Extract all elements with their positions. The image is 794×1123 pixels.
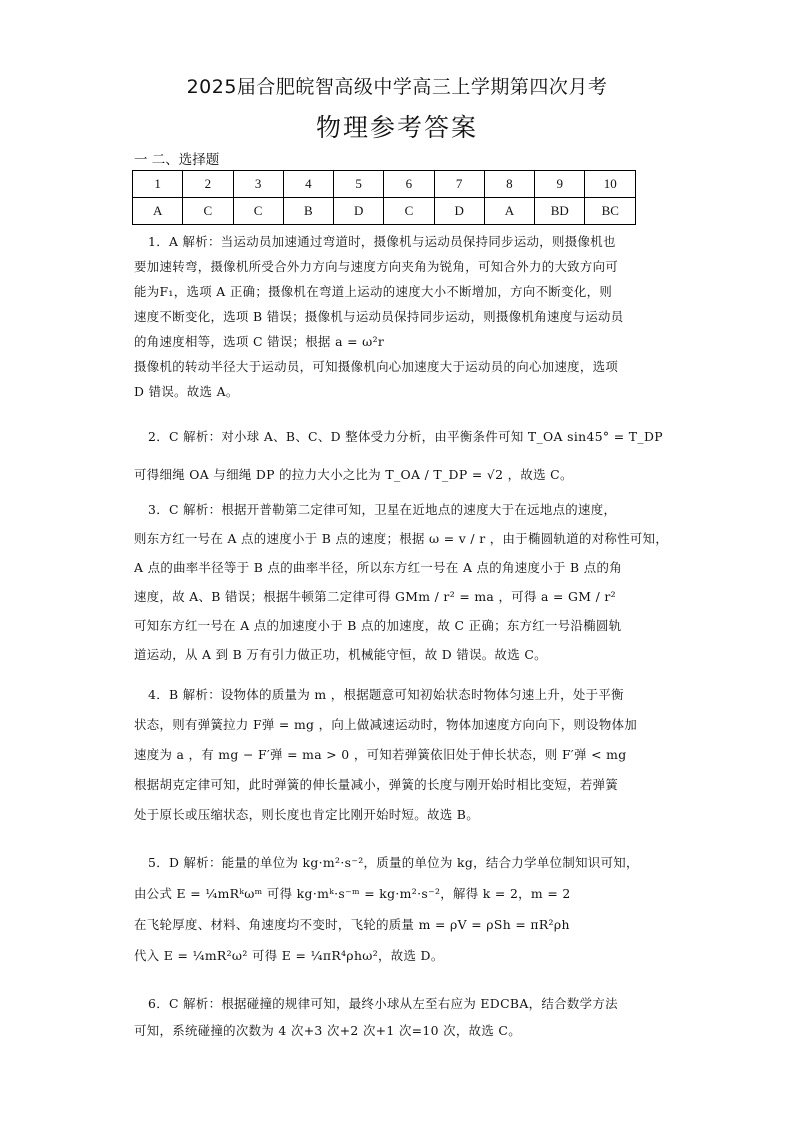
explanation-line: 能为F₁，选项 A 正确；摄像机在弯道上运动的速度大小不断增加，方向不断变化，则 — [134, 284, 613, 299]
question-number: 3 — [233, 171, 283, 198]
answer-cell: C — [183, 198, 233, 225]
explanation-line: 可知，系统碰撞的次数为 4 次+3 次+2 次+1 次=10 次，故选 C。 — [134, 1023, 521, 1038]
explanation-line: 根据胡克定律可知，此时弹簧的伸长量减小，弹簧的长度与刚开始时相比变短，若弹簧 — [134, 777, 619, 792]
explanation-line: 处于原长或压缩状态，则长度也肯定比刚开始时短。故选 B。 — [134, 807, 479, 822]
question-number: 9 — [535, 171, 585, 198]
question-number: 10 — [585, 171, 636, 198]
explanation-line: 速度为 a ，有 mg − F′弹 = ma > 0 ，可知若弹簧依旧处于伸长状态，则 F′弹 < mg — [134, 747, 627, 762]
explanation-line: 速度不断变化，选项 B 错误；摄像机与运动员保持同步运动，则摄像机角速度与运动员 — [134, 309, 624, 324]
answer-cell: A — [133, 198, 183, 225]
explanation-line: 1．A 解析：当运动员加速通过弯道时，摄像机与运动员保持同步运动，则摄像机也 — [148, 234, 616, 249]
answer-table — [132, 170, 636, 225]
explanation-line: 可得细绳 OA 与细绳 DP 的拉力大小之比为 T_OA / T_DP = √2 ，故选 C。 — [134, 467, 573, 482]
question-number: 7 — [434, 171, 484, 198]
exam-title: 2025届合肥皖智高级中学高三上学期第四次月考 — [186, 76, 608, 98]
page-title: 物理参考答案 — [315, 113, 478, 142]
explanation-2 — [134, 418, 664, 494]
answer-cell: C — [233, 198, 283, 225]
explanation-line: 要加速转弯，摄像机所受合外力方向与速度方向夹角为锐角，可知合外力的大致方向可 — [134, 259, 619, 274]
explanation-line: 代入 E = ¼mR²ω² 可得 E = ¼πR⁴ρhω²，故选 D。 — [134, 948, 444, 963]
explanation-line: 5．D 解析：能量的单位为 kg·m²·s⁻²，质量的单位为 kg，结合力学单位制知识可知， — [148, 855, 639, 870]
explanation-1 — [134, 229, 664, 404]
answer-cell: C — [384, 198, 434, 225]
explanation-line: 3．C 解析：根据开普勒第二定律可知，卫星在近地点的速度大于在远地点的速度， — [148, 502, 617, 517]
explanation-line: A 点的曲率半径等于 B 点的曲率半径，所以东方红一号在 A 点的角速度小于 B 点的角 — [134, 560, 622, 575]
answer-cell: BD — [535, 198, 585, 225]
question-number: 6 — [384, 171, 434, 198]
question-number: 4 — [283, 171, 333, 198]
explanation-line: 6．C 解析：根据碰撞的规律可知，最终小球从左至右应为 EDCBA，结合数学方法 — [148, 996, 618, 1011]
explanation-line: 可知东方红一号在 A 点的加速度小于 B 点的加速度，故 C 正确；东方红一号沿椭圆轨 — [134, 618, 622, 633]
answer-row — [133, 198, 636, 225]
answer-cell: A — [484, 198, 534, 225]
explanation-line: 状态，则有弹簧拉力 F弹 = mg ，向上做减速运动时，物体加速度方向向下，则设物体加 — [134, 717, 638, 732]
question-number: 2 — [183, 171, 233, 198]
explanation-line: D 错误。故选 A。 — [134, 384, 239, 399]
explanation-3 — [134, 495, 669, 669]
question-number-row — [133, 171, 636, 198]
explanation-line: 速度，故 A、B 错误；根据牛顿第二定律可得 GMm / r² = ma ，可得 a = GM / r² — [134, 589, 616, 604]
explanation-line: 在飞轮厚度、材料、角速度均不变时，飞轮的质量 m = ρV = ρSh = πR²ρh — [134, 917, 570, 932]
answer-cell: D — [334, 198, 384, 225]
section-heading: 一 二、选择题 — [134, 152, 220, 168]
explanation-line: 则东方红一号在 A 点的速度小于 B 点的速度；根据 ω = v / r ，由于椭圆轨道的对称性可知， — [134, 531, 669, 546]
explanation-line: 摄像机的转动半径大于运动员，可知摄像机向心加速度大于运动员的向心加速度，选项 — [134, 359, 619, 374]
explanation-line: 的角速度相等，选项 C 错误；根据 a = ω²r — [134, 334, 385, 349]
question-number: 5 — [334, 171, 384, 198]
explanation-line: 道运动，从 A 到 B 万有引力做正功，机械能守恒，故 D 错误。故选 C。 — [134, 647, 547, 662]
answer-cell: BC — [585, 198, 636, 225]
question-number: 8 — [484, 171, 534, 198]
question-number: 1 — [133, 171, 183, 198]
answer-cell: B — [283, 198, 333, 225]
explanation-6 — [134, 990, 664, 1044]
explanation-5 — [134, 847, 664, 971]
explanation-line: 由公式 E = ¼mRᵏωᵐ 可得 kg·mᵏ·s⁻ᵐ = kg·m²·s⁻²，解得 k = 2，m = 2 — [134, 886, 571, 901]
explanation-4 — [134, 680, 664, 830]
explanation-line: 2．C 解析：对小球 A、B、C、D 整体受力分析，由平衡条件可知 T_OA sin45° = T_DP — [148, 429, 663, 444]
explanation-line: 4．B 解析：设物体的质量为 m ，根据题意可知初始状态时物体匀速上升，处于平衡 — [148, 687, 624, 702]
answer-cell: D — [434, 198, 484, 225]
